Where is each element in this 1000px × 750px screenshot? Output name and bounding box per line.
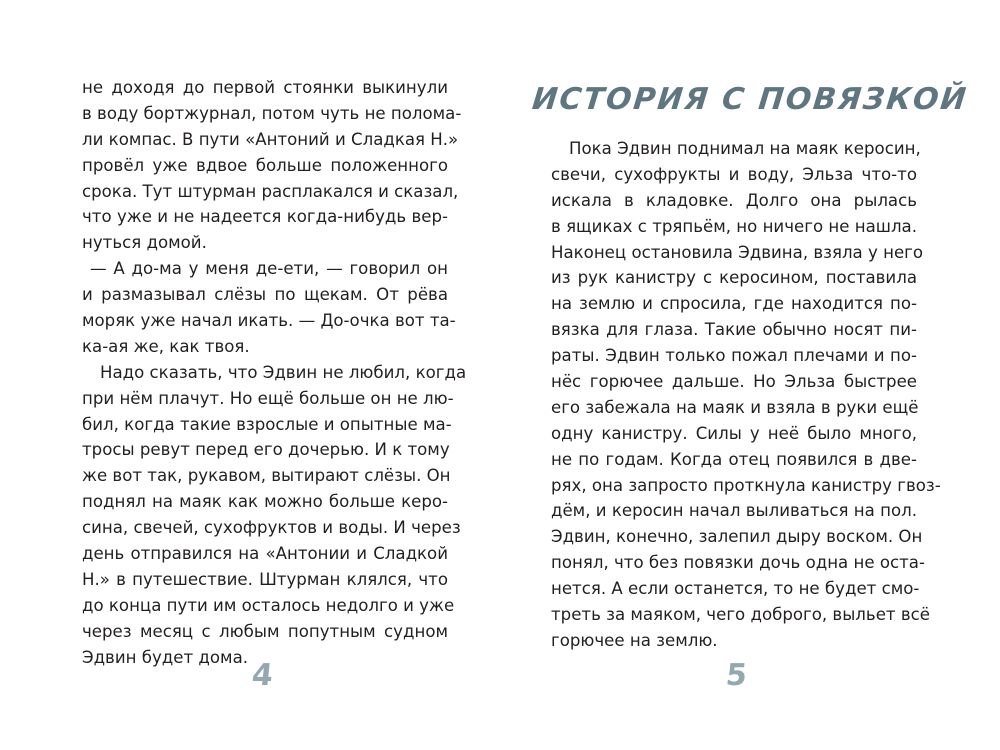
- left-page-text: [82, 75, 467, 670]
- text-line: раты. Эдвин только пожал плечами и по-: [551, 346, 917, 366]
- text-line: нется. А если останется, то не будет смо-: [551, 579, 920, 599]
- text-line: горючее на землю.: [551, 630, 718, 650]
- text-line: ка-ая же, как твоя.: [82, 336, 250, 356]
- text-line: в воду бортжурнал, потом чуть не полома-: [82, 103, 462, 123]
- text-line: одну канистру. Силы у неё было много,: [551, 423, 917, 443]
- text-line: Эдвин будет дома.: [82, 647, 249, 667]
- text-line: искала в кладовке. Долго она рылась: [551, 190, 917, 210]
- text-line: не доходя до первой стоянки выкинули: [82, 78, 448, 97]
- text-line: при нём плачут. Но ещё больше он не лю-: [82, 388, 454, 408]
- text-line: рях, она запросто проткнула канистру гвоз-: [551, 475, 941, 495]
- text-line: — А до-ма у меня де-ети, — говорил он: [90, 259, 448, 279]
- text-line: Наконец остановила Эдвина, взяла у него: [551, 242, 924, 262]
- page-number: 4: [250, 658, 275, 693]
- text-line: ли компас. В пути «Антоний и Сладкая Н.»: [82, 129, 459, 149]
- text-line: тросы ревут перед его дочерью. И к тому: [82, 440, 450, 460]
- text-line: его забежала на маяк и взяла в руки ещё: [551, 397, 919, 417]
- text-line: день отправился на «Антонии и Сладкой: [82, 544, 448, 564]
- text-line: нуться домой.: [82, 233, 207, 253]
- right-page-text: [551, 136, 941, 654]
- text-line: до конца пути им осталось недолго и уже: [82, 595, 455, 615]
- text-line: дём, и керосин начал выливаться на пол.: [551, 501, 917, 521]
- text-line: из рук канистру с керосином, поставила: [551, 268, 917, 288]
- text-line: на землю и спросила, где находится по-: [551, 294, 917, 314]
- text-line: срока. Тут штурман расплакался и сказал,: [82, 181, 459, 201]
- text-line: моряк уже начал икать. — До-очка вот та-: [82, 311, 456, 331]
- text-line: вязка для глаза. Такие обычно носят пи-: [551, 320, 917, 340]
- text-line: бил, когда такие взрослые и опытные ма-: [82, 414, 452, 434]
- text-line: же вот так, рукавом, вытирают слёзы. Он: [82, 466, 451, 486]
- text-line: свечи, сухофрукты и воду, Эльза что-то: [551, 164, 917, 184]
- text-line: треть за маяком, чего доброго, выльет всё: [551, 605, 930, 625]
- text-line: что уже и не надеется когда-нибудь вер-: [82, 207, 448, 227]
- text-line: поднял на маяк как можно больше керо-: [82, 492, 448, 512]
- text-line: Пока Эдвин поднимал на маяк керосин,: [569, 139, 921, 158]
- text-line: и размазывал слёзы по щекам. От рёва: [82, 285, 448, 305]
- page-number: 5: [724, 658, 749, 693]
- right-page: [500, 0, 1000, 750]
- text-line: Н.» в путешествие. Штурман клялся, что: [82, 569, 448, 589]
- chapter-title: ИСТОРИЯ С ПОВЯЗКОЙ: [530, 82, 970, 117]
- text-line: провёл уже вдвое больше положенного: [82, 155, 448, 175]
- text-line: в ящиках с тряпьём, но ничего не нашла.: [551, 216, 917, 236]
- text-line: Эдвин, конечно, залепил дыру воском. Он: [551, 527, 923, 547]
- text-line: не по годам. Когда отец появился в две-: [551, 449, 917, 469]
- text-line: нёс горючее дальше. Но Эльза быстрее: [551, 372, 917, 392]
- text-line: понял, что без повязки дочь одна не оста-: [551, 553, 925, 573]
- text-line: через месяц с любым попутным судном: [82, 621, 448, 641]
- text-line: сина, свечей, сухофруктов и воды. И через: [82, 518, 461, 538]
- text-line: Надо сказать, что Эдвин не любил, когда: [100, 362, 467, 382]
